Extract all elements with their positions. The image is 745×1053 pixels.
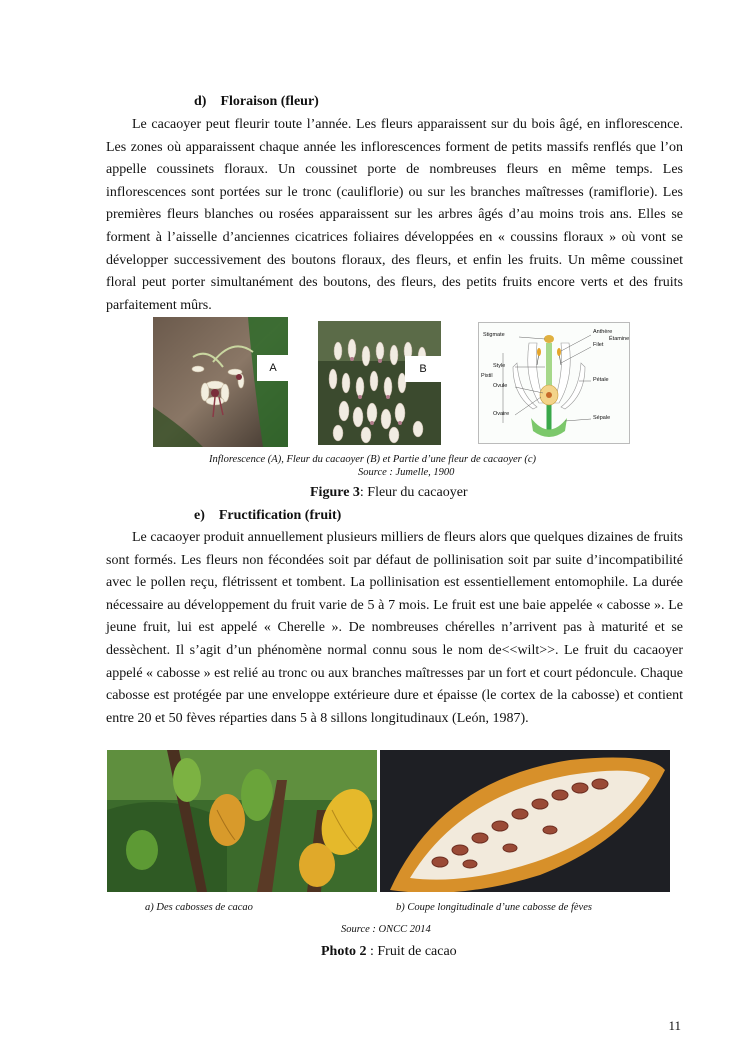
section-heading-floraison: d) Floraison (fleur) bbox=[194, 94, 319, 109]
photo2-caption-b: b) Coupe longitudinale d’une cabosse de fèves bbox=[396, 902, 592, 913]
diagram-label-ovule: Ovule bbox=[493, 383, 508, 389]
diagram-label-ovaire: Ovaire bbox=[493, 411, 510, 417]
paragraph-floraison: Le cacaoyer peut fleurir toute l’année. Les fleurs apparaissent sur du bois âgé, en inflorescence. Les zones où apparaissent chaque année les inflorescences forment de petits massifs renflés que l’on appelle coussinets floraux. Un coussinet porte de nombreuses fleurs en même temps. Les inflorescences sont portées sur le tronc (cauliflorie) ou sur les branches maîtresses (ramiflorie). Les premières fleurs blanches ou rosées apparaissent sur les arbres âgés d’au moins trois ans. Elles se forment à l’aisselle d’anciennes cicatrices foliaires développées en « coussins floraux » où vont se développer successivement des boutons floraux, des fleurs, et enfin les fruits. Un même coussinet floral peut porter simultanément des boutons, des fleurs, des petits fruits encore verts et des fruits parfaitement mûrs. bbox=[106, 117, 683, 313]
paragraph-fructification: Le cacaoyer produit annuellement plusieurs milliers de fleurs alors que quelques dizaines de fruits sont formés. Les fleurs non fécondées soit par défaut de pollinisation soit par suite d’incompatibilité avec le pollen reçu, flétrissent et tombent. La pollinisation est essentiellement entomophile. La durée nécessaire au développement du fruit varie de 5 à 7 mois. Le fruit est une baie appelée « cabosse ». Le jeune fruit, lui est appelé « Cherelle ». De nombreuses chérelles n’arrivent pas à maturité et se dessèchent. Il s’agit d’un phénomène normal connu sous le nom de<<wilt>>. Le fruit du cacaoyer appelé « cabosse » est relié au tronc ou aux branches maîtresses par un fort et court pédoncule. Chaque cabosse est protégée par une enveloppe extérieure dure et épaisse (le cortex de la cabosse) et contient entre 20 et 50 fèves réparties dans 5 à 8 sillons longitudinaux (León, 1987). bbox=[106, 530, 683, 726]
figure3-caption-label: Figure 3 bbox=[310, 485, 360, 500]
diagram-label-pistil: Pistil bbox=[481, 373, 493, 379]
page-number: 11 bbox=[668, 1018, 681, 1033]
photo2-caption-text: : Fruit de cacao bbox=[366, 944, 457, 959]
diagram-label-sepale: Sépale bbox=[593, 415, 611, 421]
diagram-label-anthere: Anthère bbox=[593, 329, 613, 335]
cacao-flowers-photo bbox=[318, 321, 441, 445]
diagram-label-petale: Pétale bbox=[593, 377, 609, 383]
photo2-caption-a: a) Des cabosses de cacao bbox=[145, 902, 253, 913]
photo2-source: Source : ONCC 2014 bbox=[341, 924, 431, 935]
diagram-label-stigmate: Stigmate bbox=[483, 332, 505, 338]
diagram-label-filet: Filet bbox=[593, 342, 604, 348]
diagram-label-etamine: Étamine bbox=[609, 336, 630, 342]
figure3-caption bbox=[310, 485, 468, 501]
figure-label-b: B bbox=[405, 356, 441, 382]
figure3-source: Source : Jumelle, 1900 bbox=[358, 467, 455, 478]
diagram-label-style: Style bbox=[493, 363, 506, 369]
flower-anatomy-diagram bbox=[478, 322, 630, 444]
figure-label-a: A bbox=[257, 355, 289, 381]
photo2-caption-label: Photo 2 bbox=[321, 944, 367, 959]
photo2-caption bbox=[321, 944, 457, 960]
figure3-caption-text: : Fleur du cacaoyer bbox=[359, 485, 468, 500]
section-heading-fructification: e) Fructification (fruit) bbox=[194, 508, 342, 523]
figure3-subcaption: Inflorescence (A), Fleur du cacaoyer (B) et Partie d’une fleur de cacaoyer (c) bbox=[209, 454, 537, 465]
cocoa-pods-photo bbox=[107, 750, 377, 892]
inflorescence-photo bbox=[153, 317, 288, 447]
cocoa-pod-cross-section-photo bbox=[380, 750, 670, 892]
